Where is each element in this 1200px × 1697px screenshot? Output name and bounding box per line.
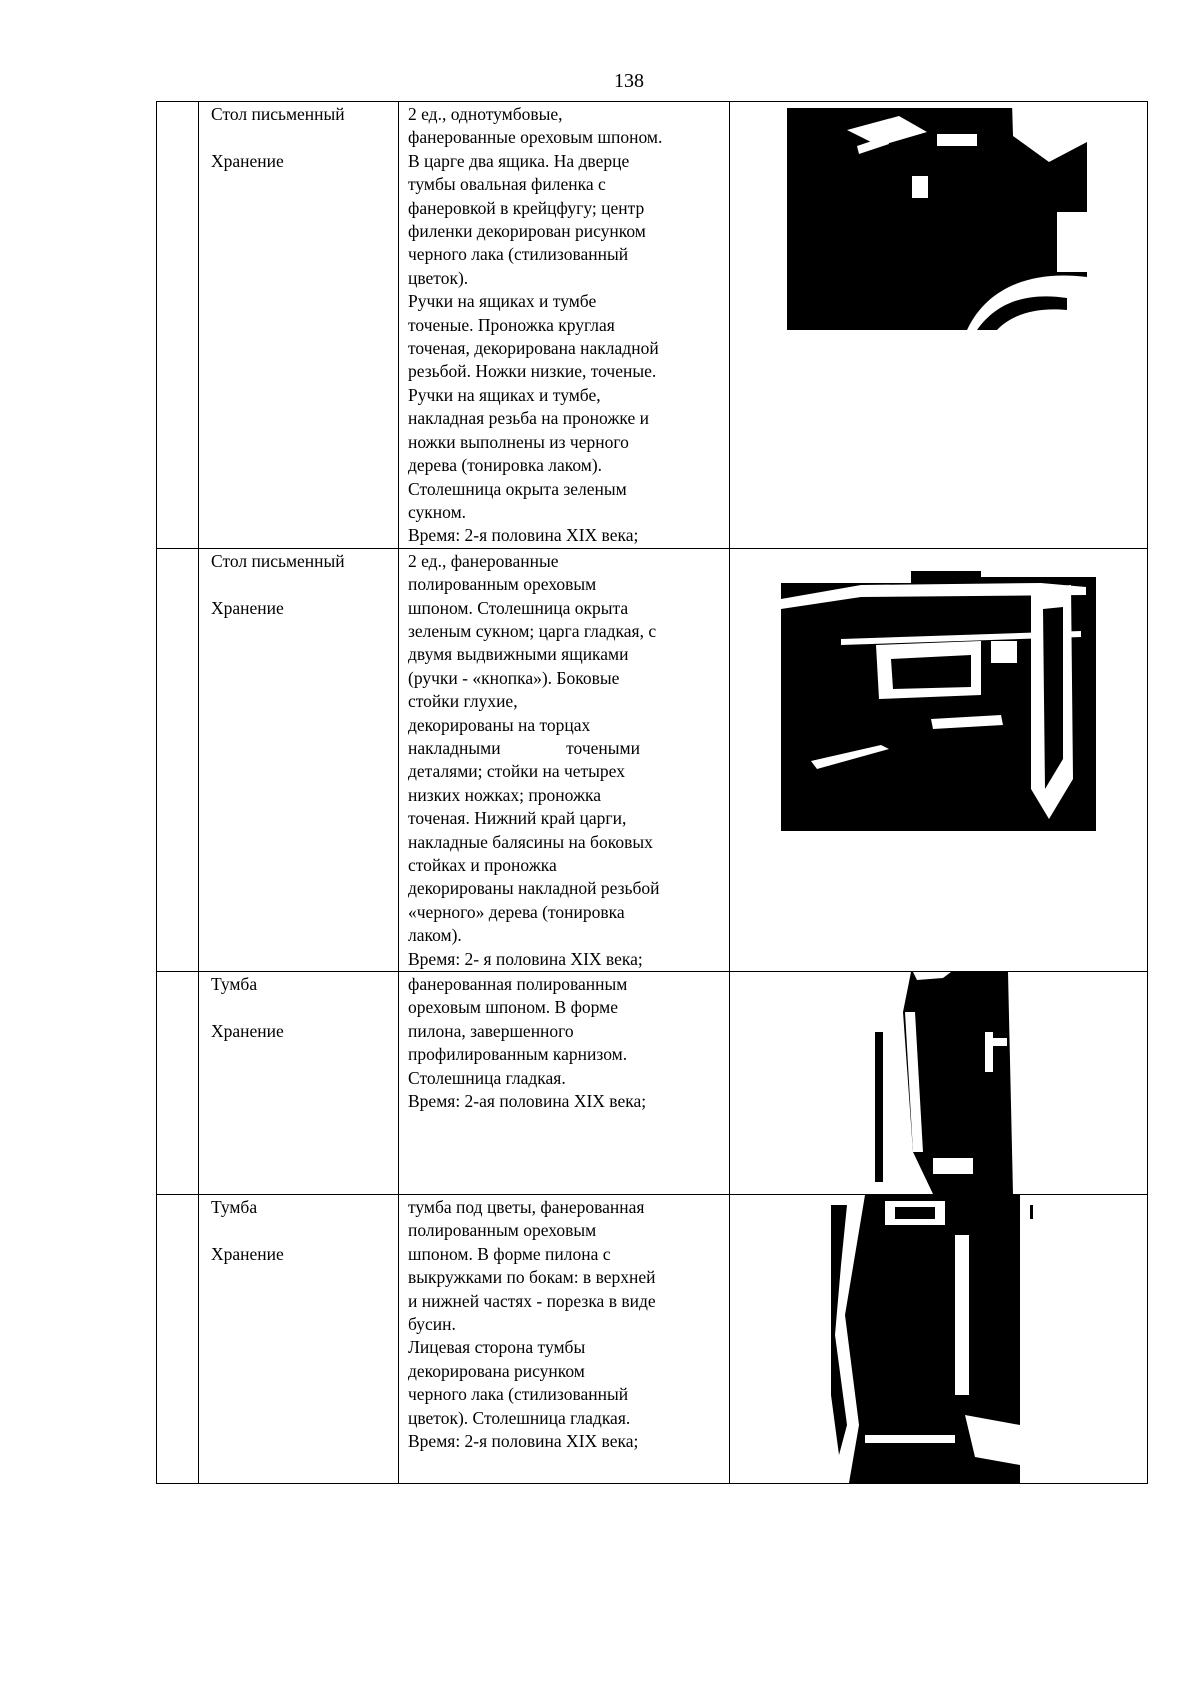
description-line: Время: 2-ая половина XIX века; xyxy=(408,1091,647,1112)
description-line: фанеровкой в крейцфугу; центр xyxy=(408,197,645,218)
description-line: резьбой. Ножки низкие, точеные. xyxy=(408,361,657,382)
item-name: Тумба xyxy=(211,974,258,995)
description-line: точеные. Проножка круглая xyxy=(408,314,615,335)
description-line: пилона, завершенного xyxy=(408,1020,574,1041)
table-row xyxy=(157,102,1148,549)
description-line: низких ножках; проножка xyxy=(408,784,602,805)
description-cell xyxy=(399,548,730,971)
description-line: дерева (тонировка лаком). xyxy=(408,455,603,476)
item-name: Стол письменный xyxy=(211,550,345,571)
writing-desk-photo xyxy=(787,102,1087,330)
description-line: полированным ореховым xyxy=(408,1220,597,1241)
description-line: Время: 2- я половина XIX века; xyxy=(408,948,643,969)
item-name: Тумба xyxy=(211,1197,258,1218)
description-line: Столешница гладкая. xyxy=(408,1067,566,1088)
description-line: цветок). xyxy=(408,267,469,288)
photo-cell xyxy=(730,548,1148,971)
description-line: (ручки - «кнопка»). Боковые xyxy=(408,667,620,688)
description-line: филенки декорирован рисунком xyxy=(408,221,646,242)
storage-label: Хранение xyxy=(211,1020,284,1041)
description-line: «черного» дерева (тонировка xyxy=(408,901,625,922)
description-line: черного лака (стилизованный xyxy=(408,244,629,265)
description-line: Время: 2-я половина XIX века; xyxy=(408,525,639,546)
description-line: деталями; стойки на четырех xyxy=(408,761,625,782)
description-word: точеными xyxy=(566,737,640,758)
description-line: и нижней частях - порезка в виде xyxy=(408,1290,656,1311)
description-line: фанерованные ореховым шпоном. xyxy=(408,127,663,148)
description-line: 2 ед., фанерованные xyxy=(408,550,559,571)
name-cell xyxy=(199,102,399,549)
description-line: стойках и проножка xyxy=(408,855,557,875)
description-line: профилированным карнизом. xyxy=(408,1044,628,1065)
table-row xyxy=(157,1195,1148,1484)
description-line: точеная, декорирована накладной xyxy=(408,338,659,359)
description-word: накладными xyxy=(408,737,501,758)
number-cell xyxy=(157,1195,199,1484)
name-cell xyxy=(199,972,399,1195)
description-cell xyxy=(399,972,730,1195)
description-line: цветок). Столешница гладкая. xyxy=(408,1407,631,1428)
description-line: накладная резьба на проножке и xyxy=(408,408,649,429)
description-line: бусин. xyxy=(408,1314,456,1335)
flower-stand-photo xyxy=(825,1195,1035,1483)
storage-label: Хранение xyxy=(211,1243,284,1264)
description-line: Ручки на ящиках и тумбе xyxy=(408,291,597,312)
photo-cell xyxy=(730,1195,1148,1484)
description-line: черного лака (стилизованный xyxy=(408,1384,629,1405)
description-line: фанерованная полированным xyxy=(408,974,628,995)
pedestal-photo xyxy=(873,972,1023,1194)
description-line: зеленым сукном; царга гладкая, с xyxy=(408,620,657,641)
storage-label: Хранение xyxy=(211,150,284,171)
number-cell xyxy=(157,102,199,549)
table-row xyxy=(157,548,1148,971)
item-name: Стол письменный xyxy=(211,104,345,124)
description-line: полированным ореховым xyxy=(408,574,597,595)
description-line: тумбы овальная филенка с xyxy=(408,174,606,195)
description-line xyxy=(408,737,640,760)
description-line: шпоном. В форме пилона с xyxy=(408,1243,611,1264)
name-cell xyxy=(199,1195,399,1484)
description-line: двумя выдвижными ящиками xyxy=(408,644,629,665)
description-line: выкружками по бокам: в верхней xyxy=(408,1267,656,1288)
description-line: декорированы на торцах xyxy=(408,714,591,735)
description-line: Время: 2-я половина XIX века; xyxy=(408,1431,639,1452)
description-line: Ручки на ящиках и тумбе, xyxy=(408,384,601,405)
description-line: Столешница окрыта зеленым xyxy=(408,478,627,499)
description-line: лаком). xyxy=(408,925,462,946)
description-line: накладные балясины на боковых xyxy=(408,831,653,852)
page-number: 138 xyxy=(614,70,644,92)
description-cell xyxy=(399,102,730,549)
description-line: тумба под цветы, фанерованная xyxy=(408,1197,645,1218)
description-line: точеная. Нижний край царги, xyxy=(408,808,627,829)
description-line: ножки выполнены из черного xyxy=(408,431,629,452)
table-row xyxy=(157,972,1148,1195)
description-line: стойки глухие, xyxy=(408,691,518,712)
photo-cell xyxy=(730,102,1148,549)
description-line: сукном. xyxy=(408,501,467,522)
description-line: декорирована рисунком xyxy=(408,1360,585,1381)
description-line: В царге два ящика. На дверце xyxy=(408,150,630,171)
photo-cell xyxy=(730,972,1148,1195)
writing-desk-photo xyxy=(781,549,1096,831)
description-cell xyxy=(399,1195,730,1484)
catalog-table xyxy=(156,101,1148,1484)
description-line: 2 ед., однотумбовые, xyxy=(408,104,563,124)
description-line: Лицевая сторона тумбы xyxy=(408,1337,586,1358)
description-line: ореховым шпоном. В форме xyxy=(408,997,618,1018)
storage-label: Хранение xyxy=(211,597,284,618)
description-line: декорированы накладной резьбой xyxy=(408,878,660,899)
description-line: шпоном. Столешница окрыта xyxy=(408,597,629,618)
number-cell xyxy=(157,972,199,1195)
name-cell xyxy=(199,548,399,971)
number-cell xyxy=(157,548,199,971)
